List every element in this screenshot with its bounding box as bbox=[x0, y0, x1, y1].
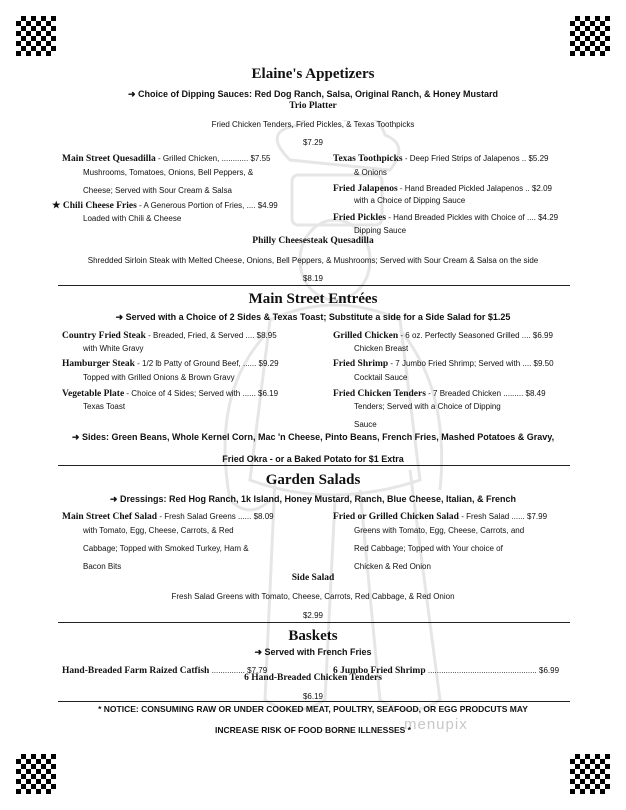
item-name: ★ Chili Cheese Fries bbox=[52, 201, 137, 211]
item-desc-price: - A Generous Portion of Fries, .... $4.99 bbox=[136, 201, 278, 210]
item-desc: Dipping Sauce bbox=[354, 226, 407, 235]
item-desc-price: - Choice of 4 Sides; Served with ...... $6.19 bbox=[124, 389, 279, 398]
item-desc-price: - Hand Breaded Pickled Jalapenos .. $2.09 bbox=[397, 184, 552, 193]
item-desc: Chicken Breast bbox=[354, 344, 409, 353]
item-name: Hand-Breaded Farm Raized Catfish bbox=[62, 666, 210, 676]
philly-quesadilla-name: Philly Cheesesteak Quesadilla bbox=[252, 236, 374, 246]
philly-quesadilla-desc: Shredded Sirloin Steak with Melted Cheese, Onions, Bell Peppers, & Mushrooms; Served with Sour Cream & Salsa on the side bbox=[87, 256, 539, 265]
salads-title: Garden Salads bbox=[265, 472, 361, 488]
item-name: Hamburger Steak bbox=[62, 359, 135, 369]
item-desc-price: - Hand Breaded Pickles with Choice of .... $4.29 bbox=[386, 213, 559, 222]
item-name: Fried Shrimp bbox=[333, 359, 389, 369]
trio-platter-price: $7.29 bbox=[302, 138, 324, 147]
item-desc-price: - Fresh Salad ...... $7.99 bbox=[458, 512, 548, 521]
trio-platter-name: Trio Platter bbox=[289, 101, 337, 111]
item-name: Fried or Grilled Chicken Salad bbox=[333, 512, 459, 522]
side-salad-desc: Fresh Salad Greens with Tomato, Cheese, Carrots, Red Cabbage, & Red Onion bbox=[171, 592, 455, 601]
menu-item-quesadilla bbox=[62, 148, 271, 166]
menu-item-chili-cheese-fries bbox=[52, 195, 278, 213]
item-desc: Greens with Tomato, Egg, Cheese, Carrots, and bbox=[354, 526, 525, 535]
entrees-title: Main Street Entrées bbox=[248, 291, 378, 307]
menu-item-hamburger-steak bbox=[62, 353, 279, 371]
item-desc: Cocktail Sauce bbox=[354, 373, 408, 382]
item-desc: Red Cabbage; Topped with Your choice of bbox=[354, 544, 503, 553]
item-name: Main Street Chef Salad bbox=[62, 512, 158, 522]
checker-corner-bottom-right bbox=[570, 754, 610, 794]
item-desc-price: - Deep Fried Strips of Jalapenos .. $5.29 bbox=[402, 154, 549, 163]
item-desc-price: - Grilled Chicken, ............ $7.55 bbox=[155, 154, 271, 163]
trio-platter-desc: Fried Chicken Tenders, Fried Pickles, & Texas Toothpicks bbox=[211, 120, 415, 129]
item-desc-price: - 6 oz. Perfectly Seasoned Grilled .... $6.99 bbox=[398, 331, 553, 340]
item-desc: Bacon Bits bbox=[83, 562, 122, 571]
philly-quesadilla-price: $8.19 bbox=[302, 274, 324, 283]
menu-item-fried-pickles bbox=[333, 207, 558, 225]
item-name: Texas Toothpicks bbox=[333, 154, 403, 164]
side-salad-name: Side Salad bbox=[291, 573, 335, 583]
menu-item-texas-toothpicks bbox=[333, 148, 548, 166]
baskets-note: ➜ Served with French Fries bbox=[254, 647, 372, 657]
sides-extra: Fried Okra - or a Baked Potato for $1 Extra bbox=[222, 454, 404, 464]
menu-item-chef-salad bbox=[62, 506, 274, 524]
item-desc: Cheese; Served with Sour Cream & Salsa bbox=[83, 186, 232, 195]
item-desc-price: - 7 Breaded Chicken ......... $8.49 bbox=[425, 389, 546, 398]
baskets-title: Baskets bbox=[288, 628, 338, 644]
item-name: Main Street Quesadilla bbox=[62, 154, 156, 164]
item-price: ................................................. $6.99 bbox=[425, 666, 560, 675]
section-divider bbox=[58, 701, 570, 702]
item-name: Fried Pickles bbox=[333, 213, 387, 223]
appetizers-title: Elaine's Appetizers bbox=[251, 66, 375, 82]
section-divider bbox=[58, 622, 570, 623]
item-name: Country Fried Steak bbox=[62, 331, 146, 341]
menu-item-fried-jalapenos bbox=[333, 178, 552, 196]
item-desc: Texas Toast bbox=[83, 402, 126, 411]
item-desc: with Tomato, Egg, Cheese, Carrots, & Red bbox=[83, 526, 234, 535]
item-desc-price: - 7 Jumbo Fried Shrimp; Served with .... $9.50 bbox=[388, 359, 554, 368]
item-name: 6 Jumbo Fried Shrimp bbox=[333, 666, 426, 676]
checker-corner-top-left bbox=[16, 16, 56, 56]
side-salad-price: $2.99 bbox=[302, 611, 324, 620]
appetizers-sauces-note: ➜ Choice of Dipping Sauces: Red Dog Ranch, Salsa, Original Ranch, & Honey Mustard bbox=[127, 89, 499, 99]
item-name: Vegetable Plate bbox=[62, 389, 125, 399]
item-desc: & Onions bbox=[354, 168, 387, 177]
chicken-tenders-basket-name: 6 Hand-Breaded Chicken Tenders bbox=[244, 673, 382, 683]
entrees-note: ➜ Served with a Choice of 2 Sides & Texas Toast; Substitute a side for a Side Salad for $1.25 bbox=[115, 312, 511, 322]
item-desc: with a Choice of Dipping Sauce bbox=[354, 196, 466, 205]
item-price: ............... $7.79 bbox=[209, 666, 268, 675]
item-desc: with White Gravy bbox=[83, 344, 144, 353]
menu-item-country-fried-steak bbox=[62, 325, 277, 343]
item-name: Grilled Chicken bbox=[333, 331, 399, 341]
item-desc: Mushrooms, Tomatoes, Onions, Bell Peppers, & bbox=[83, 168, 254, 177]
item-name: Fried Jalapenos bbox=[333, 184, 398, 194]
item-desc: Sauce bbox=[354, 420, 377, 429]
menu-item-fried-chicken-tenders bbox=[333, 383, 546, 401]
watermark: menupix bbox=[404, 716, 468, 733]
checker-corner-bottom-left bbox=[16, 754, 56, 794]
item-desc-price: - Breaded, Fried, & Served .... $8.95 bbox=[145, 331, 277, 340]
item-name: Fried Chicken Tenders bbox=[333, 389, 426, 399]
checker-corner-top-right bbox=[570, 16, 610, 56]
item-desc-price: - 1/2 lb Patty of Ground Beef, ...... $9.29 bbox=[134, 359, 279, 368]
notice-line-1: * NOTICE: CONSUMING RAW OR UNDER COOKED MEAT, POULTRY, SEAFOOD, OR EGG PRODCUTS MAY bbox=[98, 704, 528, 714]
sides-list: ➜ Sides: Green Beans, Whole Kernel Corn, Mac 'n Cheese, Pinto Beans, French Fries, Mashed Potatoes & Gravy, bbox=[71, 432, 555, 442]
item-desc: Loaded with Chili & Cheese bbox=[83, 214, 182, 223]
item-desc: Tenders; Served with a Choice of Dipping bbox=[354, 402, 501, 411]
menu-item-fried-shrimp bbox=[333, 353, 554, 371]
menu-item-chicken-salad bbox=[333, 506, 547, 524]
menu-item-vegetable-plate bbox=[62, 383, 278, 401]
item-desc: Chicken & Red Onion bbox=[354, 562, 431, 571]
chicken-tenders-basket-price: $6.19 bbox=[302, 692, 324, 701]
salads-dressings-note: ➜ Dressings: Red Hog Ranch, 1k Island, Honey Mustard, Ranch, Blue Cheese, Italian, & French bbox=[109, 494, 517, 504]
menu-item-grilled-chicken bbox=[333, 325, 553, 343]
section-divider bbox=[58, 285, 570, 286]
item-desc: Cabbage; Topped with Smoked Turkey, Ham & bbox=[83, 544, 249, 553]
section-divider bbox=[58, 465, 570, 466]
item-desc-price: - Fresh Salad Greens ...... $8.09 bbox=[157, 512, 274, 521]
notice-line-2: INCREASE RISK OF FOOD BORNE ILLNESSES * bbox=[215, 725, 411, 735]
item-desc: Topped with Grilled Onions & Brown Gravy bbox=[83, 373, 235, 382]
